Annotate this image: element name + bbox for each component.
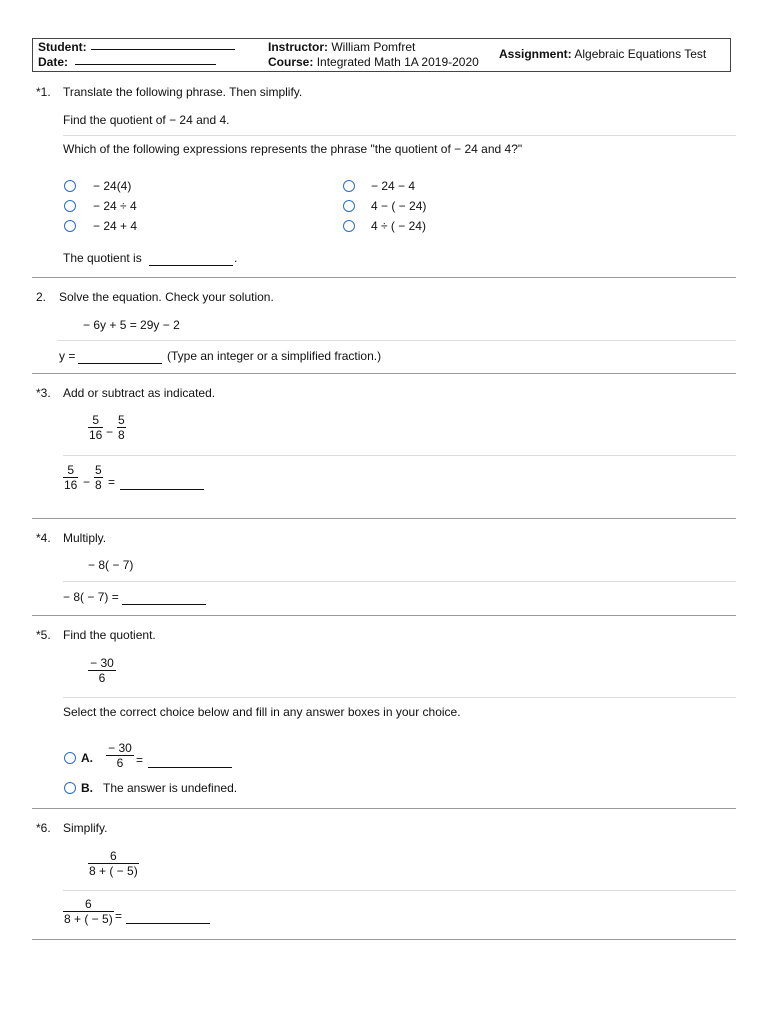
course-value: Integrated Math 1A 2019-2020 xyxy=(316,55,479,69)
date-field[interactable] xyxy=(75,64,216,65)
q2-number: 2. xyxy=(36,290,47,304)
q5-choice-a-field[interactable] xyxy=(148,767,232,768)
q4-prompt: Multiply. xyxy=(63,531,107,545)
q1-answer-label: The quotient is xyxy=(63,251,142,265)
q1-option-1: − 24(4) xyxy=(93,179,132,193)
q4-answer-field[interactable] xyxy=(122,604,206,605)
q2-equation: − 6y + 5 = 29y − 2 xyxy=(83,318,180,332)
q5-choice-a-radio[interactable] xyxy=(64,752,76,764)
q2-inner-divider xyxy=(57,340,736,341)
q5-choice-a-letter: A. xyxy=(81,751,93,765)
q3-answer-fraction-2-numerator: 5 xyxy=(95,463,102,477)
q5-choice-a-denominator: 6 xyxy=(106,755,134,770)
q3-answer-equals: = xyxy=(108,475,116,489)
course xyxy=(268,55,479,69)
q5-number: *5. xyxy=(36,628,51,642)
q1-option-3-radio[interactable] xyxy=(64,220,76,232)
q5-choice-a-equals: = xyxy=(136,753,144,767)
q2-answer-hint: (Type an integer or a simplified fraction.) xyxy=(167,349,382,363)
q6-answer-denominator: 8 + ( − 5) xyxy=(64,912,113,926)
q1-answer-field[interactable] xyxy=(149,265,233,266)
q3-answer-fraction-2-denominator: 8 xyxy=(95,478,102,492)
assignment xyxy=(499,47,706,61)
q1-answer-end: . xyxy=(234,251,238,265)
q2-answer-field[interactable] xyxy=(78,363,162,364)
q6-answer-numerator: 6 xyxy=(85,897,92,911)
q6-prompt: Simplify. xyxy=(63,821,108,835)
q6-answer-equals: = xyxy=(115,909,123,923)
q3-answer-fraction-2 xyxy=(94,463,103,492)
q6-denominator: 8 + ( − 5) xyxy=(89,864,138,878)
q6-answer-fraction xyxy=(63,897,114,926)
assignment-value: Algebraic Equations Test xyxy=(574,47,707,61)
q3-answer-field[interactable] xyxy=(120,489,204,490)
q5-choice-b-radio[interactable] xyxy=(64,782,76,794)
q4-number: *4. xyxy=(36,531,51,545)
q6-divider xyxy=(32,939,736,940)
q5-choice-a-fraction xyxy=(106,741,134,770)
q5-instruction: Select the correct choice below and fill in any answer boxes in your choice. xyxy=(63,705,461,719)
q3-inner-divider xyxy=(63,455,736,456)
q4-inner-divider xyxy=(63,581,736,582)
q3-prompt: Add or subtract as indicated. xyxy=(63,386,216,400)
q1-phrase: Find the quotient of − 24 and 4. xyxy=(63,113,230,127)
q1-option-3: − 24 + 4 xyxy=(93,219,138,233)
q4-divider xyxy=(32,615,736,616)
instructor xyxy=(268,40,415,54)
q3-number: *3. xyxy=(36,386,51,400)
q1-prompt: Translate the following phrase. Then simplify. xyxy=(63,85,303,99)
assignment-label: Assignment: xyxy=(499,47,572,61)
q1-option-5: 4 − ( − 24) xyxy=(371,199,427,213)
q3-fraction-2-numerator: 5 xyxy=(118,413,125,427)
date-label: Date: xyxy=(38,55,69,69)
q3-answer-fraction-1-denominator: 16 xyxy=(64,478,78,492)
q5-prompt: Find the quotient. xyxy=(63,628,156,642)
q1-number: *1. xyxy=(36,85,51,99)
q3-fraction-2-denominator: 8 xyxy=(118,428,125,442)
q1-divider xyxy=(32,277,736,278)
student-field[interactable] xyxy=(91,49,235,50)
q1-option-4: − 24 − 4 xyxy=(371,179,416,193)
q5-divider xyxy=(32,808,736,809)
q1-option-6: 4 ÷ ( − 24) xyxy=(371,219,426,233)
instructor-label: Instructor: xyxy=(268,40,328,54)
q3-fraction-1-denominator: 16 xyxy=(89,428,103,442)
q6-fraction xyxy=(88,849,139,878)
q2-answer-label: y = xyxy=(59,349,76,363)
q1-option-2-radio[interactable] xyxy=(64,200,76,212)
q5-choice-a-numerator: − 30 xyxy=(108,741,132,755)
instructor-value: William Pomfret xyxy=(331,40,416,54)
q3-operator: − xyxy=(106,425,114,439)
q1-option-5-radio[interactable] xyxy=(343,200,355,212)
q1-option-4-radio[interactable] xyxy=(343,180,355,192)
q5-inner-divider xyxy=(63,697,736,698)
q3-fraction-1-numerator: 5 xyxy=(92,413,100,427)
q3-answer-operator: − xyxy=(83,475,91,489)
q3-fraction-2 xyxy=(117,413,126,442)
course-label: Course: xyxy=(268,55,314,69)
q1-option-2: − 24 ÷ 4 xyxy=(93,199,137,213)
q1-question: Which of the following expressions represents the phrase "the quotient of − 24 and 4?" xyxy=(63,142,523,156)
q5-numerator: − 30 xyxy=(90,656,114,670)
q1-inner-divider xyxy=(63,135,736,136)
q5-choice-b-letter: B. xyxy=(81,781,93,795)
q1-option-6-radio[interactable] xyxy=(343,220,355,232)
q2-prompt: Solve the equation. Check your solution. xyxy=(59,290,274,304)
student-label: Student: xyxy=(38,40,87,54)
q6-inner-divider xyxy=(63,890,736,891)
q4-expression: − 8( − 7) xyxy=(88,558,134,572)
q6-numerator: 6 xyxy=(110,849,117,863)
q5-fraction xyxy=(88,656,116,685)
q4-answer-label: − 8( − 7) = xyxy=(63,590,119,604)
q6-answer-field[interactable] xyxy=(126,923,210,924)
q5-denominator: 6 xyxy=(88,670,116,685)
q3-answer-fraction-1-numerator: 5 xyxy=(67,463,75,477)
q3-fraction-1 xyxy=(88,413,103,442)
q3-divider xyxy=(32,518,736,519)
q2-divider xyxy=(32,373,736,374)
q5-choice-b-text: The answer is undefined. xyxy=(103,781,238,795)
q1-option-1-radio[interactable] xyxy=(64,180,76,192)
q6-number: *6. xyxy=(36,821,51,835)
q3-answer-fraction-1 xyxy=(63,463,78,492)
